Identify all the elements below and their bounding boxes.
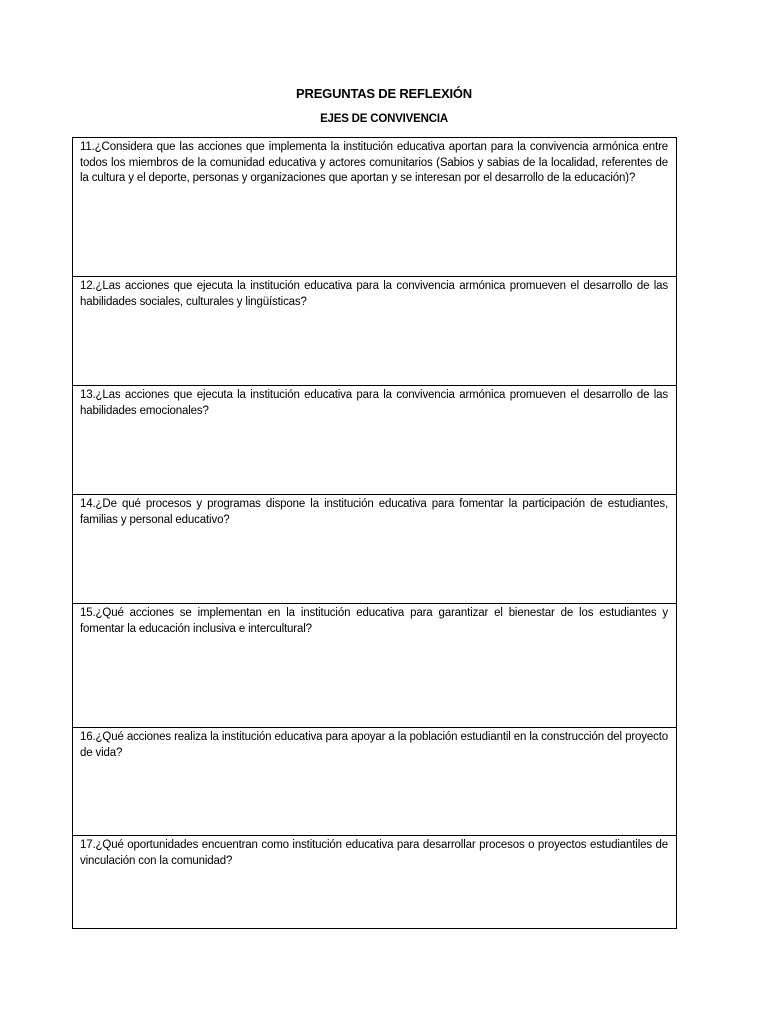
question-cell-16: 16.¿Qué acciones realiza la institución educativa para apoyar a la población estudiantil en la construcción del proyecto de vida? <box>73 728 677 836</box>
question-cell-15: 15.¿Qué acciones se implementan en la institución educativa para garantizar el bienestar de los estudiantes y fomentar la educación inclusiva e intercultural? <box>73 604 677 728</box>
question-cell-13: 13.¿Las acciones que ejecuta la institución educativa para la convivencia armónica promueven el desarrollo de las habilidades emocionales? <box>73 386 677 495</box>
question-cell-12: 12.¿Las acciones que ejecuta la institución educativa para la convivencia armónica promueven el desarrollo de las habilidades sociales, culturales y lingüísticas? <box>73 277 677 386</box>
question-cell-14: 14.¿De qué procesos y programas dispone la institución educativa para fomentar la participación de estudiantes, familias y personal educativo? <box>73 495 677 604</box>
table-row <box>73 138 677 277</box>
table-row <box>73 728 677 836</box>
question-cell-11: 11.¿Considera que las acciones que implementa la institución educativa aportan para la convivencia armónica entre todos los miembros de la comunidad educativa y actores comunitarios (Sabios y sabias de la localidad, referentes de la cultura y el deporte, personas y organizaciones que aportan y se interesan por el desarrollo de la educación)? <box>73 138 677 277</box>
section-subtitle: EJES DE CONVIVENCIA <box>320 113 448 125</box>
table-row <box>73 495 677 604</box>
question-cell-17: 17.¿Qué oportunidades encuentran como institución educativa para desarrollar procesos o proyectos estudiantiles de vinculación con la comunidad? <box>73 836 677 929</box>
table-row <box>73 386 677 495</box>
table-row <box>73 277 677 386</box>
table-row <box>73 836 677 929</box>
questions-table <box>72 137 677 929</box>
page-title: PREGUNTAS DE REFLEXIÓN <box>296 86 472 101</box>
table-row <box>73 604 677 728</box>
